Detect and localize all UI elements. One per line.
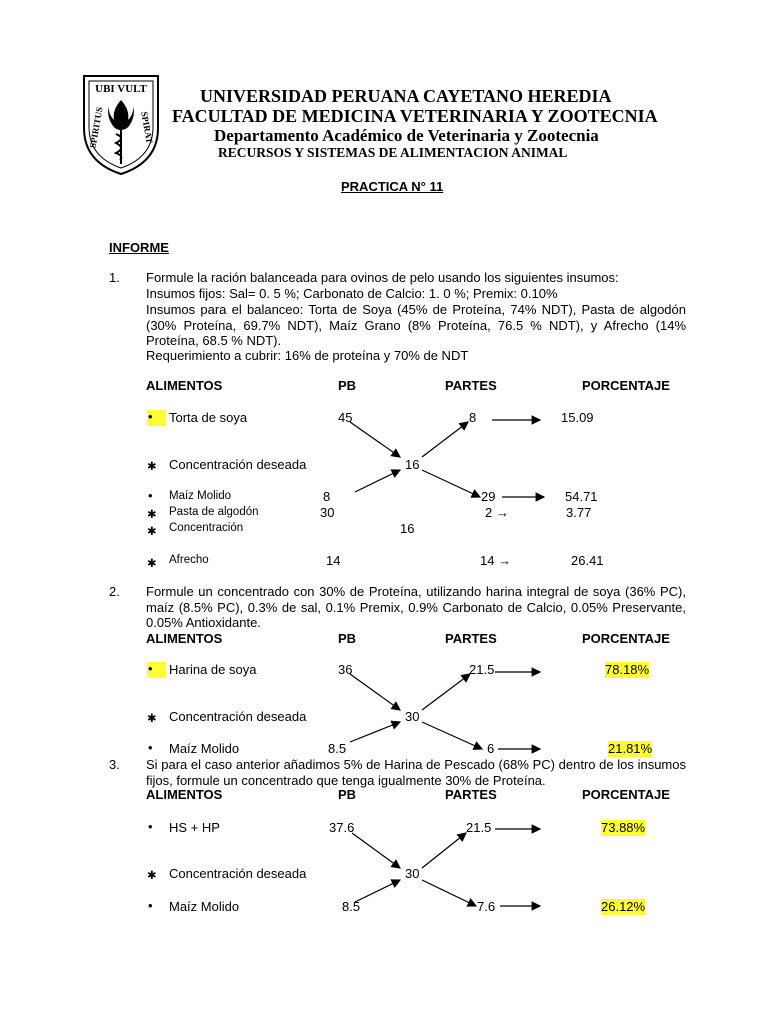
bullet-dot: • xyxy=(148,488,153,503)
ex1-r1-parts: 8 xyxy=(469,410,477,425)
ex1-r1-pb: 45 xyxy=(338,410,353,425)
ex2-col-pb: PB xyxy=(338,631,357,646)
ex1-arrow-up-2 xyxy=(422,422,468,457)
ex3-text: Si para el caso anterior añadimos 5% de Harina de Pescado (68% PC) dentro de los insumos fijos, formule un concentrado que tenga igualmente 30% de Proteína. xyxy=(146,757,686,788)
ex1-number: 1. xyxy=(109,270,120,285)
department-title: Departamento Académico de Veterinaria y Zootecnia xyxy=(214,126,599,145)
asterisk-bullet: ✱ xyxy=(147,461,157,473)
ex2-r1-name: Harina de soya xyxy=(169,662,257,677)
ex1-arrow-up-1 xyxy=(355,470,400,492)
ex2-r2-pb: 8.5 xyxy=(328,741,347,756)
asterisk-bullet: ✱ xyxy=(147,558,157,570)
ex1-r5-percent: 26.41 xyxy=(571,553,604,568)
ex1-line-3: Insumos para el balanceo: Torta de Soya (45% de Proteína, 74% NDT), Pasta de algodón (30% Proteína, 69.7% NDT), Maíz Grano (8% Proteína, 76.5 % NDT), y Afrecho (14% Proteína, 68.5 % NDT). xyxy=(146,302,686,348)
ex1-line-2: Insumos fijos: Sal= 0. 5 %; Carbonato de Calcio: 1. 0 %; Premix: 0.10% xyxy=(146,286,558,301)
asterisk-bullet: ✱ xyxy=(147,526,157,538)
ex1-col-food: ALIMENTOS xyxy=(146,378,223,393)
ex3-r2-pb: 8.5 xyxy=(342,899,361,914)
ex2-target-name: Concentración deseada xyxy=(169,709,307,724)
ex1-r1-percent: 15.09 xyxy=(561,410,594,425)
asterisk-bullet: ✱ xyxy=(147,713,157,725)
ex1-r2-pb: 8 xyxy=(323,489,331,504)
ex1-target-value: 16 xyxy=(405,457,420,472)
ex3-arrow-down-2 xyxy=(422,880,476,906)
crest-motto-left: SPIRITUS xyxy=(87,106,105,149)
ex2-r2-name: Maíz Molido xyxy=(169,741,240,756)
ex1-r4-name: Concentración xyxy=(169,522,244,534)
ex1-r3-parts: 2 → xyxy=(485,505,509,520)
bullet-dot: • xyxy=(148,409,153,424)
bullet-dot: • xyxy=(148,740,153,755)
ex1-r2-percent: 54.71 xyxy=(565,489,598,504)
ex1-r2-parts: 29 xyxy=(481,489,496,504)
ex3-target-value: 30 xyxy=(405,866,420,881)
university-title: UNIVERSIDAD PERUANA CAYETANO HEREDIA xyxy=(200,86,612,106)
faculty-title: FACULTAD DE MEDICINA VETERINARIA Y ZOOTECNIA xyxy=(172,106,658,126)
ex3-r1-pb: 37.6 xyxy=(329,820,355,835)
course-title: RECURSOS Y SISTEMAS DE ALIMENTACION ANIMAL xyxy=(218,145,568,160)
ex1-col-pb: PB xyxy=(338,378,357,393)
ex2-text: Formule un concentrado con 30% de Proteína, utilizando harina integral de soya (36% PC), maíz (8.5% PC), 0.3% de sal, 0.1% Premix, 0.9% Carbonato de Calcio, 0.05% Preservante, 0.05% Antioxidante. xyxy=(146,584,686,630)
ex3-r2-parts: 7.6 xyxy=(477,899,496,914)
ex1-r5-parts: 14 → xyxy=(480,553,512,568)
ex2-col-food: ALIMENTOS xyxy=(146,631,223,646)
section-title: INFORME xyxy=(109,240,169,255)
ex3-r1-parts: 21.5 xyxy=(466,820,492,835)
ex1-r5-name: Afrecho xyxy=(169,554,209,566)
ex2-arrow-up-1 xyxy=(350,722,400,742)
ex3-arrow-up-2 xyxy=(422,833,466,868)
crest-motto-right: SPIRAT xyxy=(139,110,155,145)
ex1-r3-name: Pasta de algodón xyxy=(169,506,259,518)
ex1-arrow-down-1 xyxy=(350,422,400,457)
ex2-r1-pb: 36 xyxy=(338,662,353,677)
ex2-r1-percent: 78.18% xyxy=(605,662,650,677)
asterisk-bullet: ✱ xyxy=(147,870,157,882)
ex1-line-4: Requerimiento a cubrir: 16% de proteína y 70% de NDT xyxy=(146,348,469,363)
ex1-r1-name: Torta de soya xyxy=(169,410,248,425)
ex3-col-percent: PORCENTAJE xyxy=(582,787,670,802)
ex1-col-percent: PORCENTAJE xyxy=(582,378,670,393)
ex3-r2-percent: 26.12% xyxy=(601,899,646,914)
asterisk-bullet: ✱ xyxy=(147,509,157,521)
ex1-col-parts: PARTES xyxy=(445,378,497,393)
ex2-number: 2. xyxy=(109,584,120,599)
crest-motto-top: UBI VULT xyxy=(95,83,147,95)
ex3-r2-name: Maíz Molido xyxy=(169,899,240,914)
ex2-r1-parts: 21.5 xyxy=(469,662,495,677)
ex3-number: 3. xyxy=(109,757,120,772)
ex3-r1-percent: 73.88% xyxy=(601,820,646,835)
ex3-col-pb: PB xyxy=(338,787,357,802)
ex1-r4-value: 16 xyxy=(400,521,415,536)
ex2-arrow-down-1 xyxy=(350,674,400,710)
practice-number: PRACTICA N° 11 xyxy=(341,179,444,194)
ex2-arrow-down-2 xyxy=(422,722,482,749)
bullet-dot: • xyxy=(148,819,153,834)
ex1-r3-pb: 30 xyxy=(320,505,335,520)
ex3-col-parts: PARTES xyxy=(445,787,497,802)
ex1-r5-pb: 14 xyxy=(326,553,341,568)
ex2-col-percent: PORCENTAJE xyxy=(582,631,670,646)
ex1-r2-name: Maíz Molido xyxy=(169,490,231,502)
ex2-r2-percent: 21.81% xyxy=(608,741,653,756)
ex3-arrow-up-1 xyxy=(355,880,400,902)
ex1-target-name: Concentración deseada xyxy=(169,457,307,472)
ex2-r2-parts: 6 xyxy=(487,741,495,756)
bullet-dot: • xyxy=(148,898,153,913)
ex3-r1-name: HS + HP xyxy=(169,820,220,835)
ex2-col-parts: PARTES xyxy=(445,631,497,646)
ex1-line-1: Formule la ración balanceada para ovinos de pelo usando los siguientes insumos: xyxy=(146,270,619,285)
ex3-arrow-down-1 xyxy=(352,833,400,868)
ex3-col-food: ALIMENTOS xyxy=(146,787,223,802)
ex2-target-value: 30 xyxy=(405,709,420,724)
ex1-arrow-down-2 xyxy=(422,470,480,497)
bullet-dot: • xyxy=(148,661,153,676)
ex1-r3-percent: 3.77 xyxy=(566,505,592,520)
ex2-arrow-up-2 xyxy=(422,674,470,710)
ex3-target-name: Concentración deseada xyxy=(169,866,307,881)
